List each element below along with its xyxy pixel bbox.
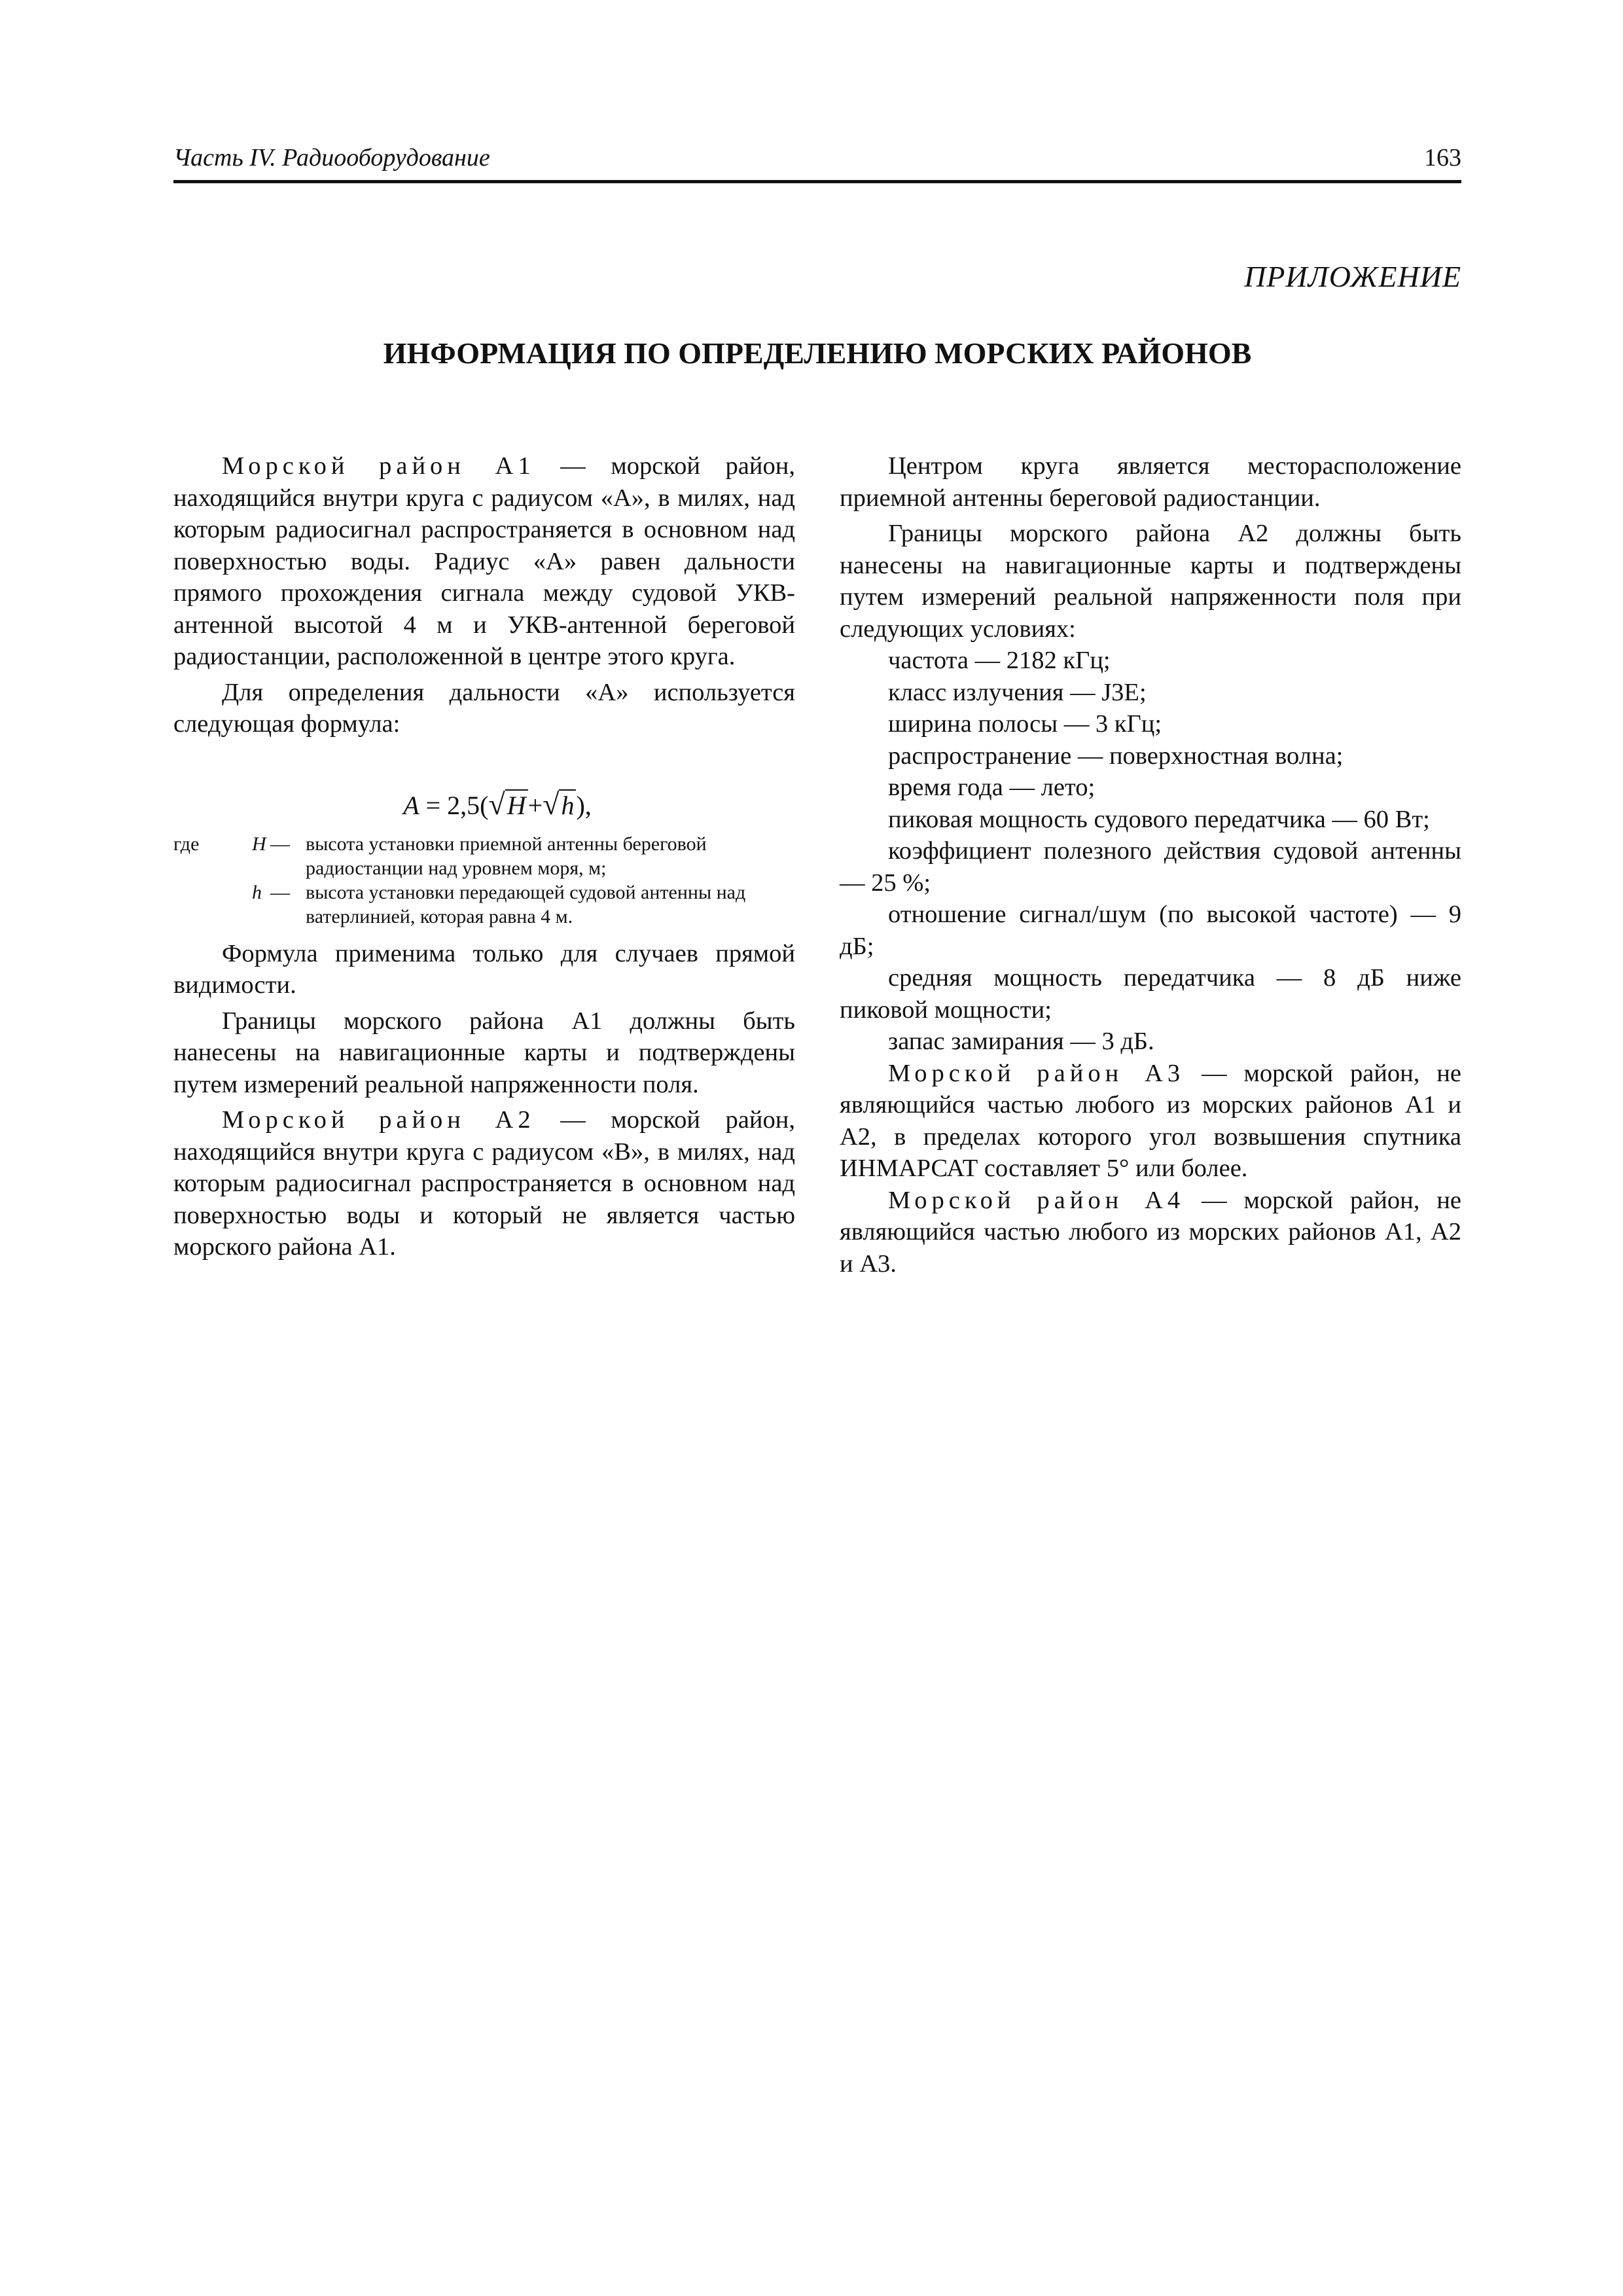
left-column <box>173 450 795 1267</box>
paragraph-circle-center: Центром круга является месторасположение приемной антенны береговой радиостанции. <box>840 452 1461 512</box>
page-number: 163 <box>1424 144 1461 171</box>
paragraph-sea-area-a3 <box>840 1058 1461 1185</box>
legend-item <box>173 832 795 880</box>
term-sea-area-a2: Морской район А2 <box>222 1106 535 1134</box>
paragraph-a2-boundaries: Границы морского района А2 должны быть нанесены на навигационные карты и подтверждены путем измерений реальной напряженности поля при следующих условиях: <box>840 520 1461 643</box>
condition-item: средняя мощность передатчика — 8 дБ ниже пиковой мощности; <box>840 964 1461 1024</box>
definition-sea-area-a1: — морской район, находящийся внутри круга с радиусом «А», в милях, над которым радиосигнал распространяется в основном над поверхностью воды. Радиус «А» равен дальности прямого прохождения сигнала между судовой УКВ-антенной высотой 4 м и УКВ-антенной береговой радиостанции, расположенной в центре этого круга. <box>173 452 795 670</box>
formula-equals: = 2,5( <box>419 790 489 820</box>
legend-symbol: h <box>252 881 262 903</box>
condition-item: пиковая мощность судового передатчика — 60 Вт; <box>888 805 1430 833</box>
formula-plus: + <box>527 790 543 820</box>
appendix-label: ПРИЛОЖЕНИЕ <box>1244 260 1461 293</box>
paragraph-sea-area-a2 <box>173 1104 795 1263</box>
condition-item: частота — 2182 кГц; <box>888 647 1111 674</box>
page-header <box>173 141 1461 183</box>
condition-item: запас замирания — 3 дБ. <box>888 1028 1154 1055</box>
condition-item: время года — лето; <box>888 774 1096 801</box>
condition-item: коэффициент полезного действия судовой антенны — 25 %; <box>840 837 1461 897</box>
paragraph-sea-area-a1 <box>173 450 795 673</box>
legend-symbol: H <box>252 833 266 855</box>
term-sea-area-a1: Морской район А1 <box>222 452 535 480</box>
running-header-section: Часть IV. Радиооборудование <box>173 144 490 171</box>
condition-item: распространение — поверхностная волна; <box>888 742 1344 770</box>
condition-item: класс излучения — J3E; <box>888 678 1147 706</box>
formula-close: ), <box>576 790 592 820</box>
condition-item: отношение сигнал/шум (по высокой частоте) — 9 дБ; <box>840 901 1461 960</box>
condition-item: ширина полосы — 3 кГц; <box>888 710 1162 738</box>
paragraph-a1-boundaries: Границы морского района А1 должны быть нанесены на навигационные карты и подтверждены путем измерений реальной напряженности поля. <box>173 1007 795 1098</box>
legend-text: высота установки приемной антенны береговой радиостанции над уровнем моря, м; <box>306 833 707 879</box>
right-column <box>840 450 1461 1280</box>
legend-item <box>173 880 795 929</box>
paragraph-formula-intro: Для определения дальности «А» используется следующая формула: <box>173 678 795 738</box>
term-sea-area-a3: Морской район А3 <box>888 1059 1185 1087</box>
legend-dash: — <box>270 881 290 903</box>
paragraph-sea-area-a4 <box>840 1185 1461 1280</box>
definition-sea-area-a3: — морской район, не являющийся частью любого из морских районов А1 и А2, в пределах которого угол возвышения спутника ИНМАРСАТ составляет 5° или более. <box>840 1059 1461 1182</box>
formula-radicand-h-lower: h <box>559 789 576 821</box>
legend-text: высота установки передающей судовой антенны над ватерлинией, которая равна 4 м. <box>306 881 746 927</box>
definition-sea-area-a2: — морской район, находящийся внутри круга с радиусом «В», в милях, над которым радиосигнал распространяется в основном над поверхностью воды и который не является частью морского района А1. <box>173 1106 795 1261</box>
paragraph-formula-applicability: Формула применима только для случаев прямой видимости. <box>173 939 795 999</box>
sqrt-sign-icon: √ <box>543 787 560 821</box>
document-title: ИНФОРМАЦИЯ ПО ОПРЕДЕЛЕНИЮ МОРСКИХ РАЙОНОВ <box>383 336 1252 370</box>
formula-radicand-h-upper: H <box>505 789 528 821</box>
definition-sea-area-a4: — морской район, не являющийся частью любого из морских районов А1, А2 и А3. <box>840 1186 1461 1278</box>
formula-lhs: A <box>403 790 419 820</box>
legend-where-word: где <box>173 833 200 855</box>
legend-dash: — <box>270 833 290 855</box>
range-formula <box>173 785 795 825</box>
formula-legend <box>173 832 795 929</box>
term-sea-area-a4: Морской район А4 <box>888 1186 1185 1214</box>
sqrt-sign-icon: √ <box>488 787 505 821</box>
